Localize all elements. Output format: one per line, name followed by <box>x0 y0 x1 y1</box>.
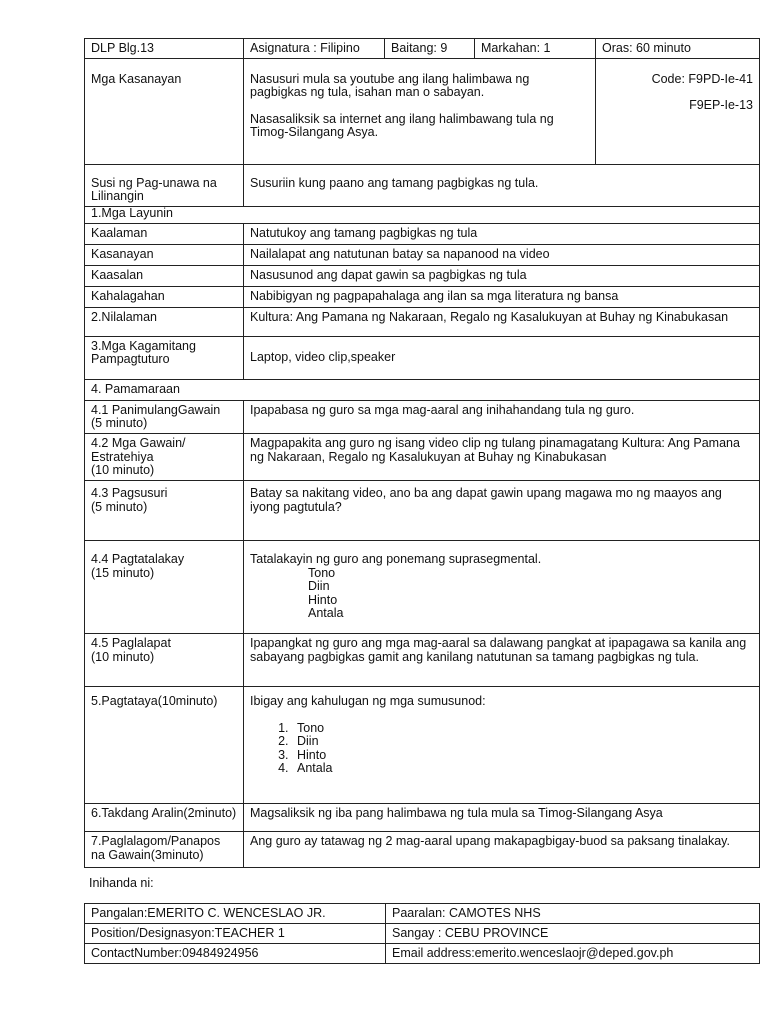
kasanayan-codes <box>596 58 760 164</box>
layunin-label: Kaalaman <box>85 223 244 244</box>
kasanayan-line-1: Nasusuri mula sa youtube ang ilang halimbawa ng pagbigkas ng tula, isahan man o sabayan. <box>250 71 530 100</box>
kagamitan-row <box>85 336 760 379</box>
pagtataya-list <box>250 722 753 776</box>
paglalagom-label: 7.Paglalagom/Panapos na Gawain(3minuto) <box>85 831 244 867</box>
lesson-plan-table <box>84 38 760 868</box>
pamamaraan-heading: 4. Pamamaraan <box>85 379 760 400</box>
step-4-4-row <box>85 540 760 633</box>
kagamitan-value: Laptop, video clip,speaker <box>244 336 760 379</box>
layunin-label: Kahalagahan <box>85 286 244 307</box>
ponema-item: Hinto <box>308 592 338 607</box>
layunin-label: Kaasalan <box>85 265 244 286</box>
step-4-3-row <box>85 480 760 540</box>
step-4-2-title: 4.2 Mga Gawain/ Estratehiya <box>91 435 186 464</box>
kasanayan-row <box>85 58 760 164</box>
nilalaman-row <box>85 307 760 336</box>
layunin-row <box>85 286 760 307</box>
ponema-item: Diin <box>308 579 330 594</box>
pagtataya-item: 1. Tono <box>292 722 753 736</box>
email-address: Email address:emerito.wenceslaojr@deped.gov.ph <box>386 944 760 964</box>
contact-number: ContactNumber:09484924956 <box>85 944 386 964</box>
paglalagom-row <box>85 831 760 867</box>
step-4-1-time: (5 minuto) <box>91 416 148 431</box>
oras: Oras: 60 minuto <box>596 39 760 59</box>
step-4-1-value: Ipapabasa ng guro sa mga mag-aaral ang inihahandang tula ng guro. <box>244 400 760 433</box>
step-4-3-time: (5 minuto) <box>91 499 148 514</box>
susi-label: Susi ng Pag-unawa na Lilinangin <box>85 164 244 206</box>
layunin-row <box>85 223 760 244</box>
step-4-2-row <box>85 433 760 480</box>
pagtataya-item: 4. Antala <box>292 762 753 776</box>
step-4-5-value: Ipapangkat ng guro ang mga mag-aaral sa dalawang pangkat at ipapagawa sa kanila ang sabayang pagbigkas gamit ang kanilang natutunan sa tamang pagbigkas ng tula. <box>244 633 760 686</box>
layunin-heading-row <box>85 206 760 223</box>
baitang: Baitang: 9 <box>385 39 475 59</box>
susi-value: Susuriin kung paano ang tamang pagbigkas ng tula. <box>244 164 760 206</box>
step-4-3-label <box>85 480 244 540</box>
step-4-4-time: (15 minuto) <box>91 565 155 580</box>
pagtataya-text: Ibigay ang kahulugan ng mga sumusunod: <box>250 693 486 708</box>
layunin-label: Kasanayan <box>85 244 244 265</box>
paaralan: Paaralan: CAMOTES NHS <box>386 904 760 924</box>
ponema-item: Antala <box>308 606 344 621</box>
pagtataya-row <box>85 686 760 803</box>
step-4-5-time: (10 minuto) <box>91 649 155 664</box>
step-4-1-label <box>85 400 244 433</box>
header-row <box>85 39 760 59</box>
kasanayan-line-2: Nasasaliksik sa internet ang ilang halimbawang tula ng Timog-Silangang Asya. <box>250 111 554 140</box>
takdang-row <box>85 803 760 831</box>
nilalaman-value: Kultura: Ang Pamana ng Nakaraan, Regalo ng Kasalukuyan at Buhay ng Kinabukasan <box>244 307 760 336</box>
asignatura: Asignatura : Filipino <box>244 39 385 59</box>
susi-row <box>85 164 760 206</box>
step-4-2-label <box>85 433 244 480</box>
step-4-1-title: 4.1 PanimulangGawain <box>91 402 221 417</box>
pagtataya-value <box>244 686 760 803</box>
pagtataya-item: 3. Hinto <box>292 749 753 763</box>
takdang-label: 6.Takdang Aralin(2minuto) <box>85 803 244 831</box>
signatory-table <box>84 903 760 964</box>
step-4-4-text: Tatalakayin ng guro ang ponemang suprasegmental. <box>250 551 542 566</box>
pagtataya-label: 5.Pagtataya(10minuto) <box>85 686 244 803</box>
sangay: Sangay : CEBU PROVINCE <box>386 924 760 944</box>
markahan: Markahan: 1 <box>475 39 596 59</box>
layunin-heading: 1.Mga Layunin <box>85 206 760 223</box>
pangalan: Pangalan:EMERITO C. WENCESLAO JR. <box>85 904 386 924</box>
signatory-row <box>85 904 760 924</box>
pamamaraan-heading-row <box>85 379 760 400</box>
kasanayan-content <box>244 58 596 164</box>
dlp-number: DLP Blg.13 <box>85 39 244 59</box>
code-1: Code: F9PD-Ie-41 <box>651 71 753 86</box>
signatory-row <box>85 944 760 964</box>
kagamitan-label: 3.Mga Kagamitang Pampagtuturo <box>85 336 244 379</box>
step-4-4-label <box>85 540 244 633</box>
layunin-value: Nasusunod ang dapat gawin sa pagbigkas ng tula <box>244 265 760 286</box>
step-4-5-label <box>85 633 244 686</box>
layunin-value: Natutukoy ang tamang pagbigkas ng tula <box>244 223 760 244</box>
layunin-value: Nailalapat ang natutunan batay sa napanood na video <box>244 244 760 265</box>
paglalagom-value: Ang guro ay tatawag ng 2 mag-aaral upang makapagbigay-buod sa paksang tinalakay. <box>244 831 760 867</box>
nilalaman-label: 2.Nilalaman <box>85 307 244 336</box>
step-4-2-value: Magpapakita ang guro ng isang video clip ng tulang pinamagatang Kultura: Ang Pamana ng Nakaraan, Regalo ng Kasalukuyan at Buhay ng Kinabukasan <box>244 433 760 480</box>
step-4-3-title: 4.3 Pagsusuri <box>91 485 168 500</box>
ponema-item: Tono <box>308 565 336 580</box>
step-4-5-row <box>85 633 760 686</box>
step-4-4-value <box>244 540 760 633</box>
position: Position/Designasyon:TEACHER 1 <box>85 924 386 944</box>
prepared-by-label: Inihanda ni: <box>89 876 154 890</box>
pagtataya-item: 2. Diin <box>292 735 753 749</box>
step-4-3-value: Batay sa nakitang video, ano ba ang dapat gawin upang magawa mo ng maayos ang iyong pagtutula? <box>244 480 760 540</box>
code-2: F9EP-Ie-13 <box>689 98 753 113</box>
kasanayan-label: Mga Kasanayan <box>85 58 244 164</box>
step-4-5-title: 4.5 Paglalapat <box>91 635 171 650</box>
layunin-row <box>85 244 760 265</box>
step-4-4-title: 4.4 Pagtatalakay <box>91 551 185 566</box>
layunin-row <box>85 265 760 286</box>
layunin-value: Nabibigyan ng pagpapahalaga ang ilan sa mga literatura ng bansa <box>244 286 760 307</box>
signatory-row <box>85 924 760 944</box>
step-4-1-row <box>85 400 760 433</box>
step-4-2-time: (10 minuto) <box>91 463 155 478</box>
takdang-value: Magsaliksik ng iba pang halimbawa ng tula mula sa Timog-Silangang Asya <box>244 803 760 831</box>
